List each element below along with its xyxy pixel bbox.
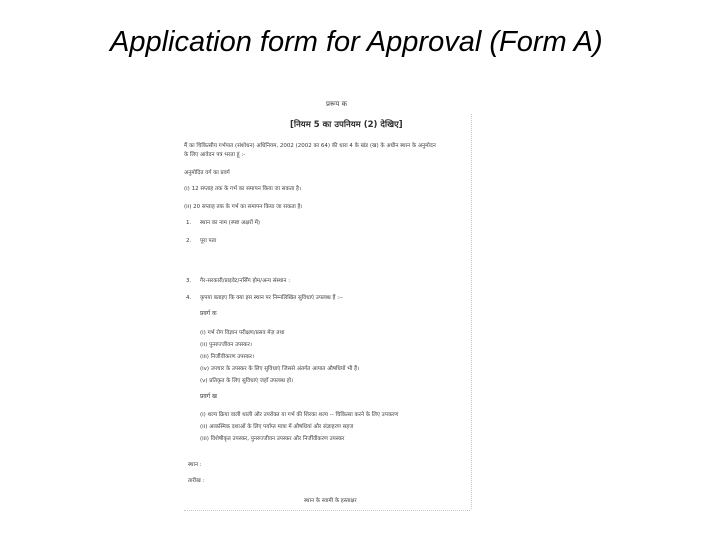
form-item-1 (186, 218, 260, 226)
facility-a-item: (ii) पुनरुज्जीवन उपस्कर। (200, 342, 252, 348)
intro-line-1: मैं का चिकित्सीय गर्भपात (संशोधन) अधिनियम, 2002 (2002 का 64) की धारा 4 के खंड (ख) के अधीन स्थान के अनुमोदन (184, 143, 436, 149)
form-item-2 (186, 236, 216, 244)
date-label: तारीख : (188, 478, 205, 484)
slide-title: Application form for Approval (Form A) (110, 26, 603, 58)
facility-a-item: (v) प्रतिकृत के लिए सुविधाएं जहाँ उपलब्ध हो। (200, 378, 294, 384)
item-number: 3. (186, 278, 192, 284)
scan-right-edge (471, 114, 472, 509)
category-item: (i) 12 सप्ताह तक के गर्भ का समापन किया जा सकता है। (184, 186, 302, 192)
category-item: (ii) 20 सप्ताह तक के गर्भ का समापन किया जा सकता है। (184, 204, 303, 210)
form-label: प्ररूप क (326, 100, 347, 108)
facility-b-item: (i) शल्य क्रिया वाली थाली और उपरोक्त या गर्भ की शिरका शल्य -- चिकित्सा करने के लिए उपकरण (200, 412, 399, 418)
item-number: 4. (186, 295, 192, 301)
place-label: स्थान : (188, 462, 202, 468)
facility-b-item: (ii) आकस्मिक दशाओं के लिए पर्याप्त मात्रा में औषधियां और संज्ञाहरण सहज (200, 424, 354, 430)
form-item-3 (186, 276, 290, 284)
facility-b-item: (iii) विशेषीकृत उपस्कर, पुनरुज्जीवन उपस्कर और निर्जीवीकरण उपस्कर (200, 436, 345, 442)
intro-line-2: के लिए आवेदन पत्र भरता हूं :- (184, 152, 246, 158)
item-number: 1. (186, 220, 192, 226)
item-text: गैर-सरकारी/प्राइवेट/नर्सिंग होम/अन्य संस्थान : (200, 278, 291, 284)
facility-a-item: (iii) निर्जीवीकरण उपस्कर। (200, 354, 255, 360)
facility-a-item: (i) गर्भ रोग विज्ञान परीक्षण/प्रसव मेज़ तथा (200, 330, 285, 336)
section-b-heading: प्रवर्ग ख (200, 393, 217, 400)
facility-a-item: (iv) उपचार के उपस्कर के लिए सुविधाएं जिससे अंतर्गत आपात औषधियों भी हैं। (200, 366, 360, 372)
scan-bottom-edge (184, 510, 470, 511)
rule-heading: [नियम 5 का उपनियम (2) देखिए] (290, 120, 403, 130)
item-text: कृपया बताइए कि क्या इस स्थान पर निम्नलिखित सुविधाएं उपलब्ध हैं :-- (200, 295, 344, 301)
scanned-form-document (178, 92, 474, 517)
category-heading: अनुमोदित वर्ग का प्रवर्ग (184, 170, 230, 176)
item-number: 2. (186, 238, 192, 244)
signature-label: स्थान के स्वामी के हस्ताक्षर (304, 498, 357, 504)
form-item-4 (186, 293, 343, 301)
item-text: पूरा पता (200, 238, 217, 244)
section-a-heading: प्रवर्ग क (200, 310, 217, 317)
item-text: स्थान का नाम (स्पष्ट अक्षरों में) (200, 220, 261, 226)
